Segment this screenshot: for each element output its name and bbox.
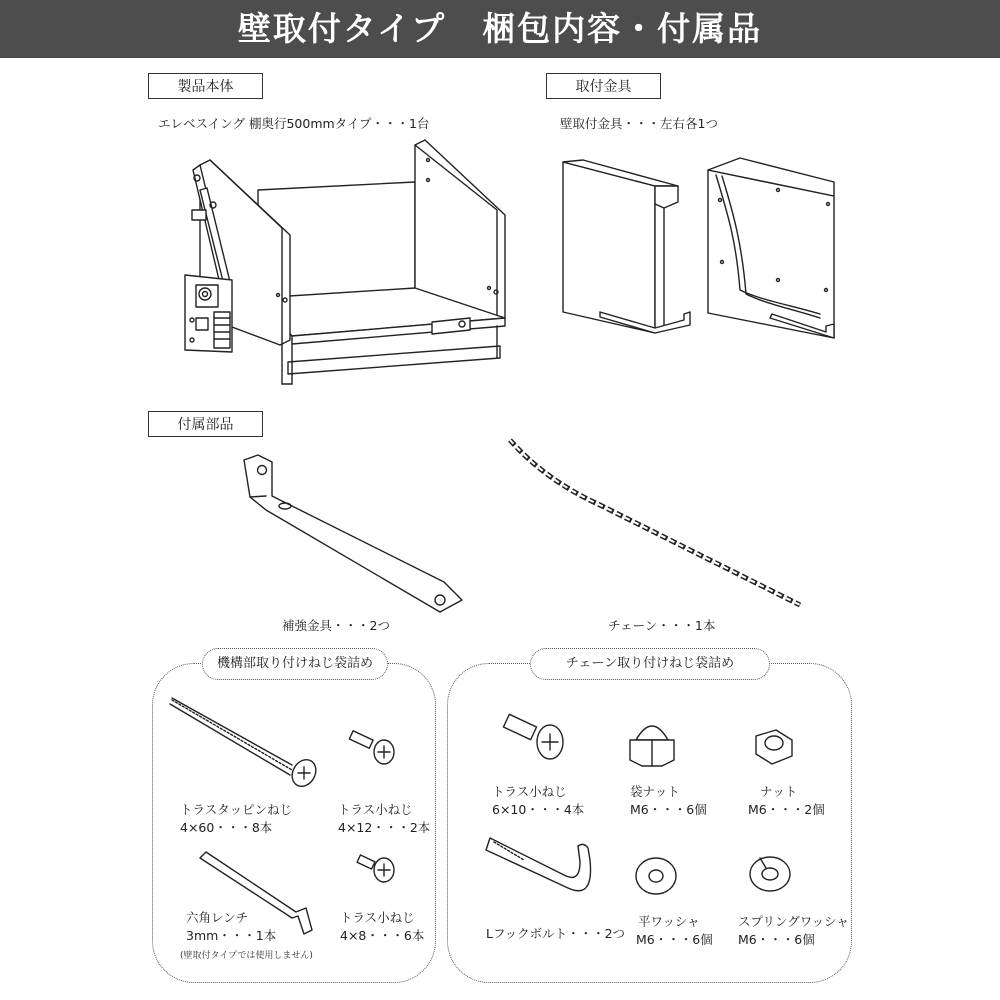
chain-item-6-name: スプリングワッシャ (738, 914, 849, 929)
chain-caption: チェーン・・・1本 (608, 618, 716, 633)
mech-note: (壁取付タイプでは使用しません) (180, 951, 313, 961)
mech-item-4-spec: 4×8・・・6本 (340, 928, 425, 943)
bracket-label: 取付金具 (546, 73, 661, 99)
chain-bag-title: チェーン取り付けねじ袋詰め (530, 648, 770, 680)
mech-item-1-name: トラスタッピンねじ (180, 802, 293, 817)
accessories-label: 付属部品 (148, 411, 263, 437)
chain-item-3-spec: M6・・・2個 (748, 802, 825, 817)
chain-item-1-spec: 6×10・・・4本 (492, 802, 585, 817)
reinforcement-caption: 補強金具・・・2つ (282, 618, 390, 633)
chain-item-3-name: ナット (760, 784, 798, 799)
mech-item-2-spec: 4×12・・・2本 (338, 820, 431, 835)
chain-item-1-name: トラス小ねじ (492, 784, 567, 799)
chain-item-5-name: 平ワッシャ (638, 914, 700, 929)
chain-item-6-spec: M6・・・6個 (738, 932, 815, 947)
main-unit-label: 製品本体 (148, 73, 263, 99)
banner-title-left: 壁取付タイプ (237, 9, 447, 48)
chain-item-5-spec: M6・・・6個 (636, 932, 713, 947)
main-unit-caption: エレベスイング 棚奥行500mmタイプ・・・1台 (158, 116, 430, 131)
chain-item-4-name: Lフックボルト・・・2つ (486, 926, 626, 941)
bracket-caption: 壁取付金具・・・左右各1つ (560, 116, 718, 131)
mech-item-3-name: 六角レンチ (186, 910, 249, 925)
mech-item-1-spec: 4×60・・・8本 (180, 820, 273, 835)
mech-item-2-name: トラス小ねじ (338, 802, 413, 817)
mech-item-3-spec: 3mm・・・1本 (186, 928, 277, 943)
mech-item-4-name: トラス小ねじ (340, 910, 415, 925)
chain-item-2-spec: M6・・・6個 (630, 802, 707, 817)
chain-item-2-name: 袋ナット (630, 784, 680, 799)
banner-title-right: 梱包内容・付属品 (482, 9, 763, 48)
mechanism-bag-title: 機構部取り付けねじ袋詰め (202, 648, 388, 680)
